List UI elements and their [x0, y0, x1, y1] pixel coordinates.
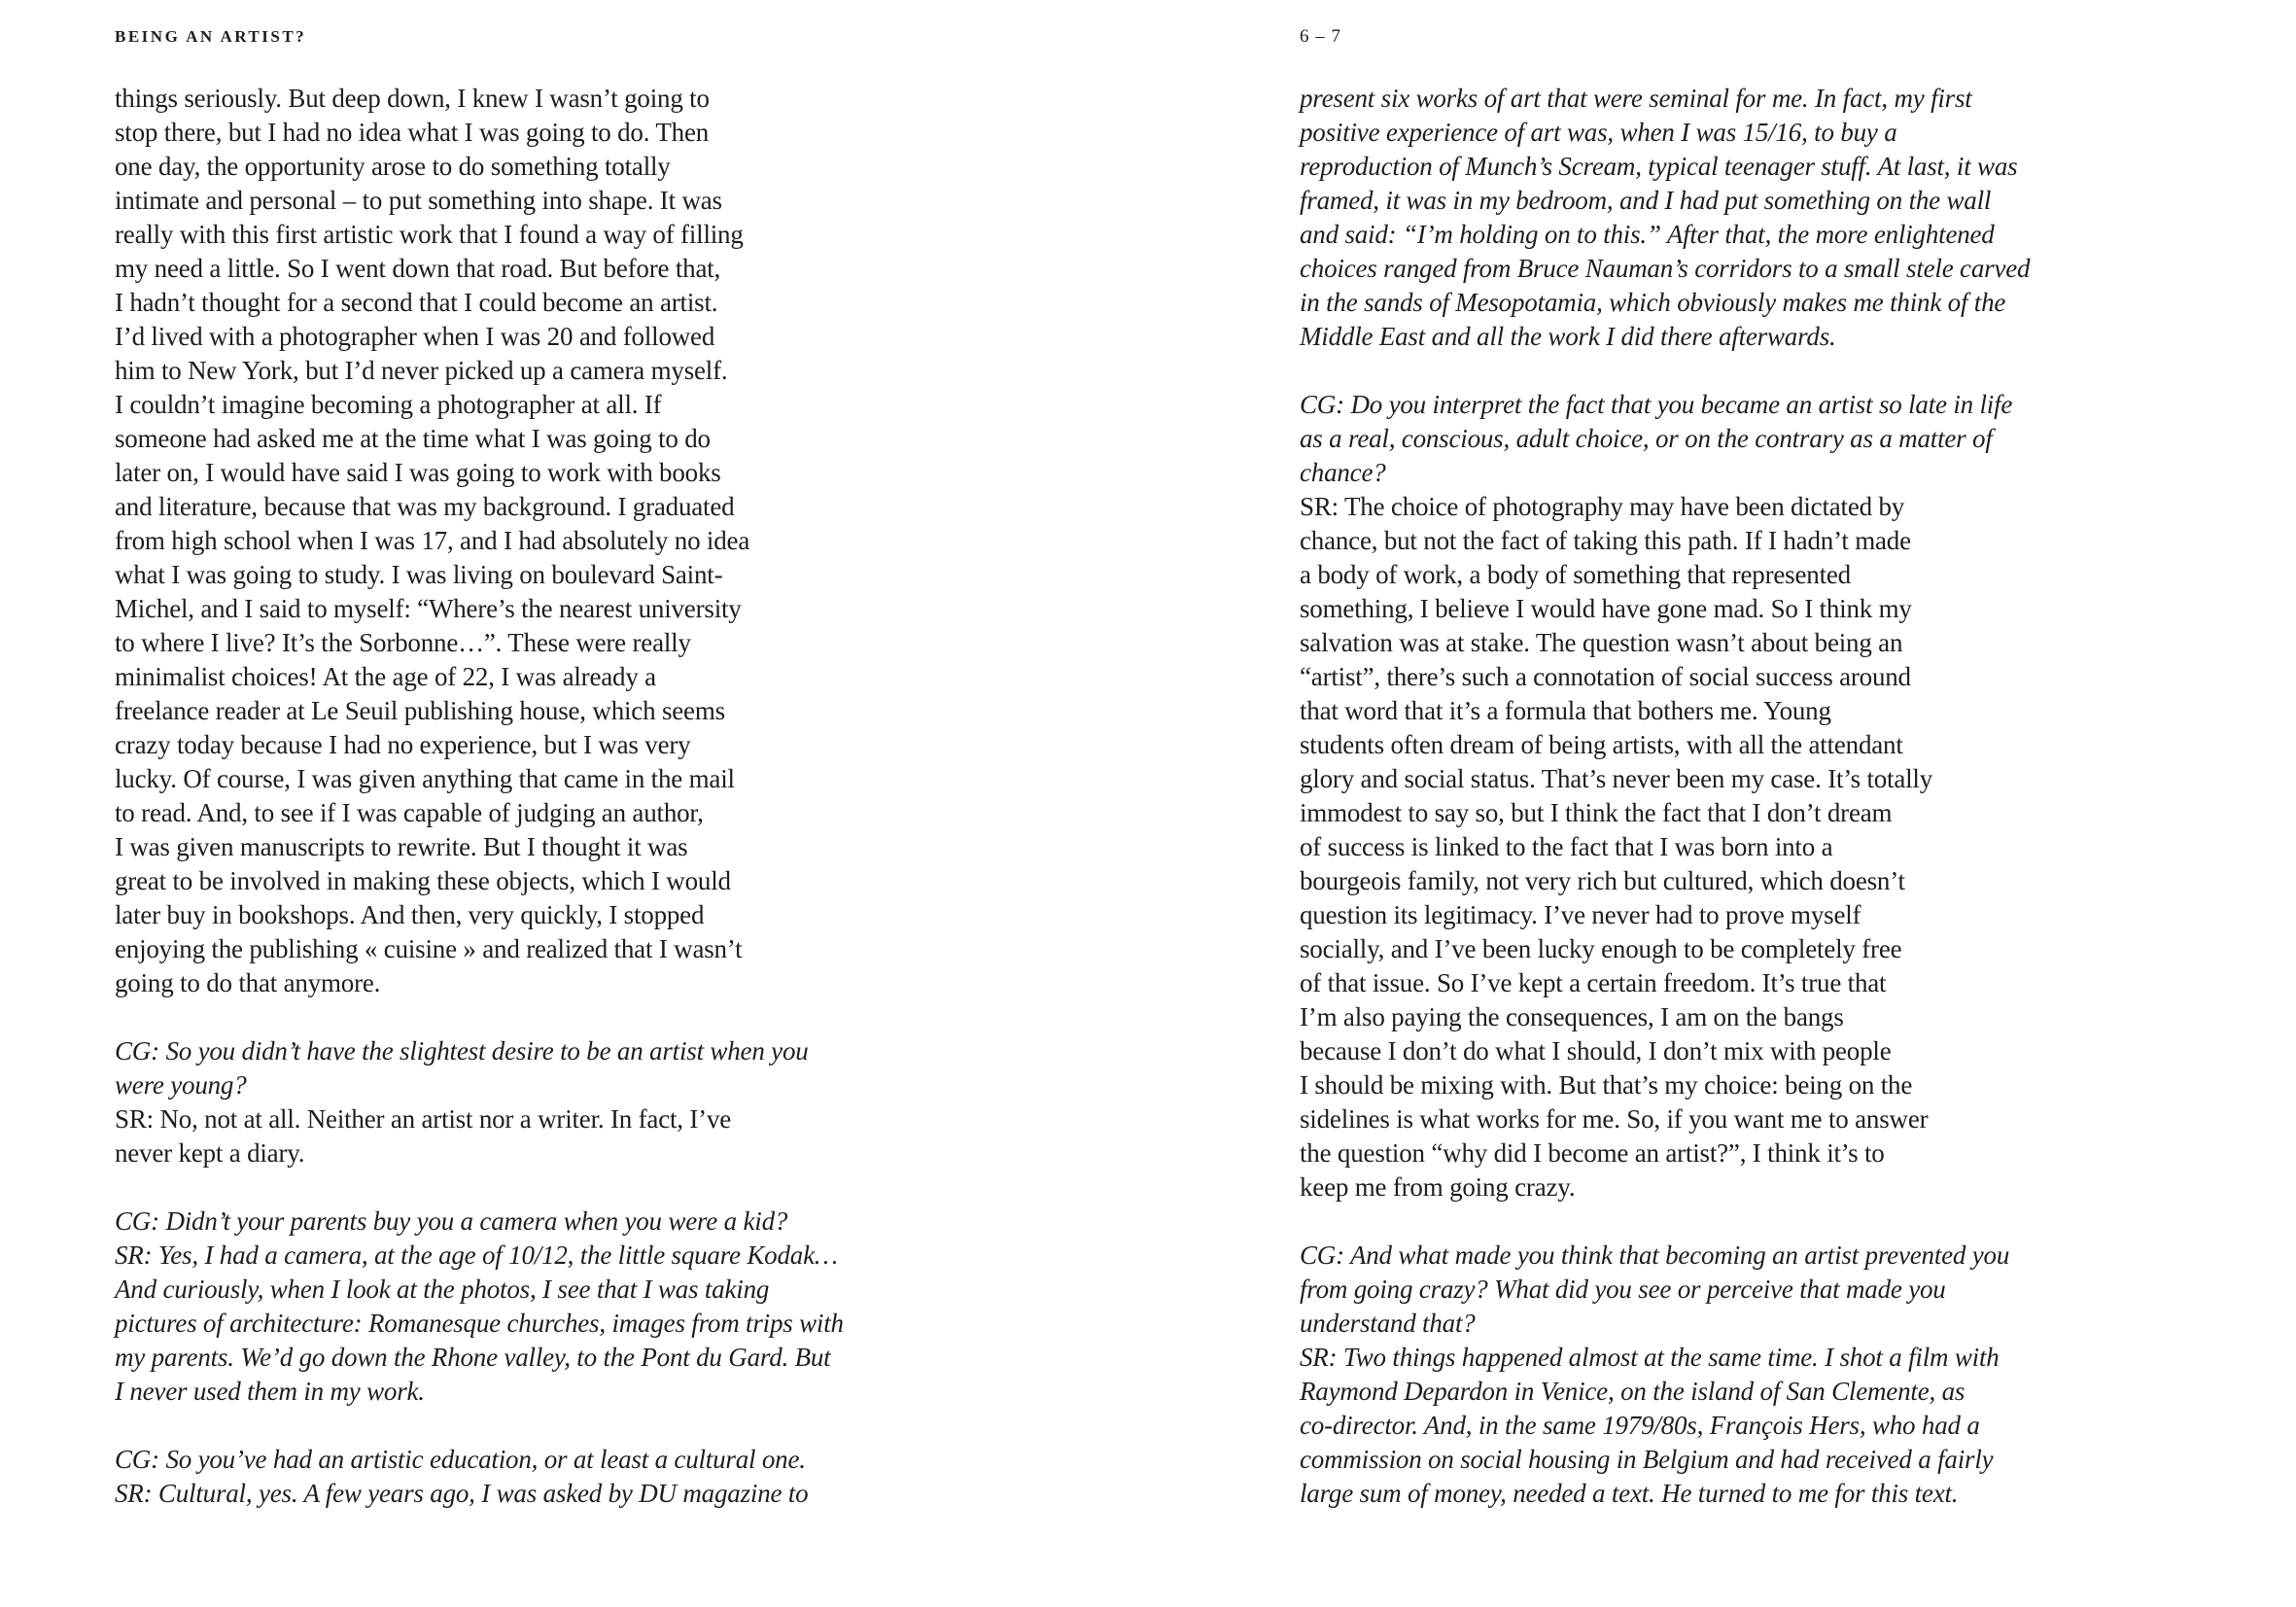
text-line: were young?: [115, 1070, 247, 1100]
text-line: that word that it’s a formula that bothers me. Young: [1300, 696, 1831, 725]
text-line: from going crazy? What did you see or perceive that made you: [1300, 1275, 1946, 1304]
text-line: I hadn’t thought for a second that I could become an artist.: [115, 288, 718, 317]
text-line: understand that?: [1300, 1309, 1476, 1338]
text-line: in the sands of Mesopotamia, which obviously makes me think of the: [1300, 288, 2006, 317]
text-line: I should be mixing with. But that’s my choice: being on the: [1300, 1070, 1913, 1100]
text-line: my parents. We’d go down the Rhone valley, to the Pont du Gard. But: [115, 1343, 831, 1372]
text-line: Middle East and all the work I did there afterwards.: [1300, 322, 1836, 351]
paragraph: [1300, 388, 2038, 1205]
text-line: I was given manuscripts to rewrite. But I thought it was: [115, 832, 688, 861]
text-line: intimate and personal – to put something into shape. It was: [115, 186, 722, 215]
text-line: I’d lived with a photographer when I was 20 and followed: [115, 322, 715, 351]
text-line: SR: Yes, I had a camera, at the age of 10/12, the little square Kodak…: [115, 1240, 838, 1270]
text-line: later buy in bookshops. And then, very quickly, I stopped: [115, 900, 705, 929]
text-line: immodest to say so, but I think the fact that I don’t dream: [1300, 798, 1893, 827]
text-line: bourgeois family, not very rich but cultured, which doesn’t: [1300, 866, 1905, 895]
right-text-column: [1300, 82, 2038, 1511]
text-line: “artist”, there’s such a connotation of social success around: [1300, 662, 1911, 691]
text-line: SR: Cultural, yes. A few years ago, I was asked by DU magazine to: [115, 1479, 809, 1508]
text-line: of success is linked to the fact that I was born into a: [1300, 832, 1833, 861]
text-line: never kept a diary.: [115, 1138, 305, 1168]
text-line: what I was going to study. I was living on boulevard Saint-: [115, 560, 723, 589]
text-line: and literature, because that was my background. I graduated: [115, 492, 735, 521]
text-line: positive experience of art was, when I was 15/16, to buy a: [1300, 118, 1897, 147]
text-line: I never used them in my work.: [115, 1377, 425, 1406]
text-line: CG: So you didn’t have the slightest desire to be an artist when you: [115, 1036, 809, 1066]
text-line: going to do that anymore.: [115, 968, 381, 997]
text-line: someone had asked me at the time what I was going to do: [115, 424, 711, 453]
text-line: students often dream of being artists, with all the attendant: [1300, 730, 1903, 759]
right-page: [1148, 0, 2296, 1607]
text-line: enjoying the publishing « cuisine » and realized that I wasn’t: [115, 934, 743, 963]
text-line: commission on social housing in Belgium and had received a fairly: [1300, 1445, 1994, 1474]
text-line: Michel, and I said to myself: “Where’s the nearest university: [115, 594, 742, 623]
text-line: the question “why did I become an artist?”, I think it’s to: [1300, 1138, 1885, 1168]
paragraph: [115, 82, 834, 1000]
text-line: him to New York, but I’d never picked up a camera myself.: [115, 356, 728, 385]
paragraph: [1300, 1239, 2038, 1511]
text-line: SR: No, not at all. Neither an artist nor a writer. In fact, I’ve: [115, 1104, 732, 1134]
paragraph: [115, 1443, 834, 1511]
text-line: because I don’t do what I should, I don’t mix with people: [1300, 1036, 1892, 1066]
text-line: reproduction of Munch’s Scream, typical teenager stuff. At last, it was: [1300, 152, 2018, 181]
text-line: to read. And, to see if I was capable of judging an author,: [115, 798, 704, 827]
text-line: I’m also paying the consequences, I am on the bangs: [1300, 1002, 1844, 1031]
text-line: socially, and I’ve been lucky enough to be completely free: [1300, 934, 1902, 963]
text-line: stop there, but I had no idea what I was going to do. Then: [115, 118, 710, 147]
text-line: question its legitimacy. I’ve never had to prove myself: [1300, 900, 1861, 929]
text-line: keep me from going crazy.: [1300, 1172, 1576, 1202]
text-line: chance, but not the fact of taking this path. If I hadn’t made: [1300, 526, 1911, 555]
text-line: Raymond Depardon in Venice, on the island of San Clemente, as: [1300, 1377, 1966, 1406]
text-line: of that issue. So I’ve kept a certain freedom. It’s true that: [1300, 968, 1887, 997]
text-line: to where I live? It’s the Sorbonne…”. These were really: [115, 628, 691, 657]
text-line: something, I believe I would have gone mad. So I think my: [1300, 594, 1912, 623]
text-line: chance?: [1300, 458, 1386, 487]
text-line: large sum of money, needed a text. He turned to me for this text.: [1300, 1479, 1959, 1508]
text-line: minimalist choices! At the age of 22, I was already a: [115, 662, 656, 691]
text-line: I couldn’t imagine becoming a photographer at all. If: [115, 390, 662, 419]
text-line: glory and social status. That’s never been my case. It’s totally: [1300, 764, 1933, 793]
text-line: pictures of architecture: Romanesque churches, images from trips with: [115, 1309, 844, 1338]
text-line: things seriously. But deep down, I knew I wasn’t going to: [115, 84, 710, 113]
text-line: really with this first artistic work that I found a way of filling: [115, 220, 744, 249]
text-line: CG: And what made you think that becoming an artist prevented you: [1300, 1240, 2010, 1270]
text-line: freelance reader at Le Seuil publishing house, which seems: [115, 696, 725, 725]
page-numbers: 6 – 7: [1300, 26, 1341, 47]
text-line: my need a little. So I went down that road. But before that,: [115, 254, 721, 283]
text-line: SR: The choice of photography may have been dictated by: [1300, 492, 1905, 521]
text-line: from high school when I was 17, and I had absolutely no idea: [115, 526, 750, 555]
text-line: as a real, conscious, adult choice, or on the contrary as a matter of: [1300, 424, 1993, 453]
text-line: great to be involved in making these objects, which I would: [115, 866, 731, 895]
text-line: CG: Do you interpret the fact that you became an artist so late in life: [1300, 390, 2013, 419]
paragraph: [115, 1205, 844, 1409]
text-line: sidelines is what works for me. So, if you want me to answer: [1300, 1104, 1929, 1134]
text-line: framed, it was in my bedroom, and I had put something on the wall: [1300, 186, 1992, 215]
text-line: later on, I would have said I was going to work with books: [115, 458, 721, 487]
text-line: And curiously, when I look at the photos, I see that I was taking: [115, 1275, 770, 1304]
text-line: SR: Two things happened almost at the same time. I shot a film with: [1300, 1343, 2000, 1372]
text-line: lucky. Of course, I was given anything that came in the mail: [115, 764, 735, 793]
text-line: crazy today because I had no experience, but I was very: [115, 730, 691, 759]
paragraph: [1300, 82, 2038, 354]
left-text-column: [115, 82, 844, 1511]
text-line: co-director. And, in the same 1979/80s, François Hers, who had a: [1300, 1411, 1980, 1440]
paragraph: [115, 1034, 834, 1170]
text-line: and said: “I’m holding on to this.” After that, the more enlightened: [1300, 220, 1995, 249]
text-line: CG: So you’ve had an artistic education, or at least a cultural one.: [115, 1445, 806, 1474]
text-line: salvation was at stake. The question wasn’t about being an: [1300, 628, 1903, 657]
text-line: choices ranged from Bruce Nauman’s corridors to a small stele carved: [1300, 254, 2031, 283]
text-line: present six works of art that were seminal for me. In fact, my first: [1300, 84, 1972, 113]
text-line: one day, the opportunity arose to do something totally: [115, 152, 671, 181]
text-line: CG: Didn’t your parents buy you a camera when you were a kid?: [115, 1206, 788, 1236]
running-head: BEING AN ARTIST?: [115, 27, 307, 46]
text-line: a body of work, a body of something that represented: [1300, 560, 1851, 589]
